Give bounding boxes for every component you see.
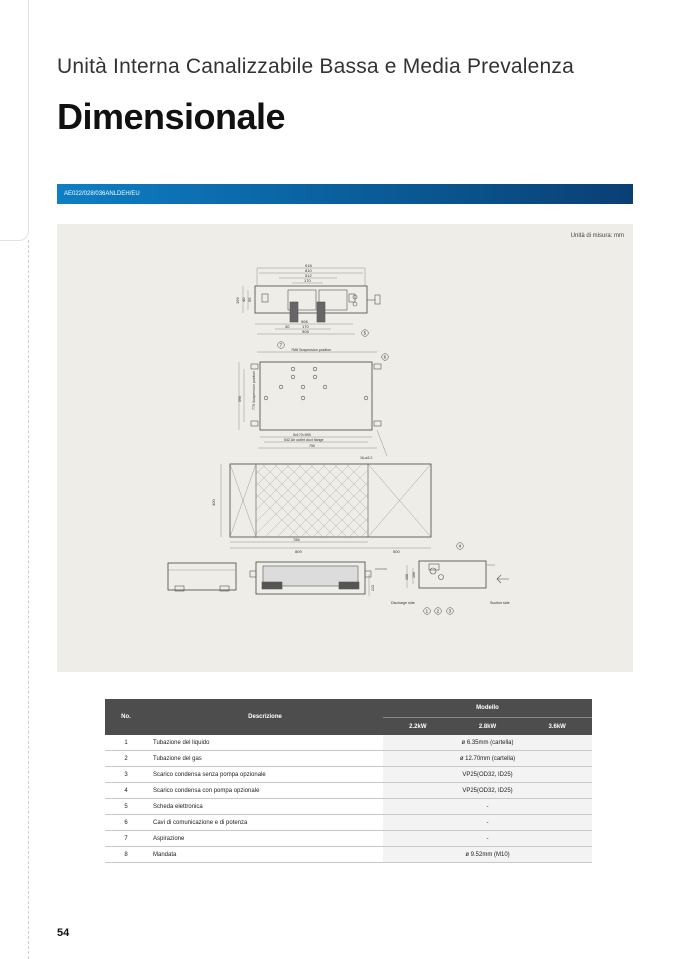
table-row (105, 751, 592, 767)
model-code-bar (57, 184, 633, 204)
callout-6: 6 (383, 354, 387, 360)
row-description: Mandata (147, 847, 383, 863)
row-description: Scarico condensa senza pompa opzionale (147, 767, 383, 783)
row-value: VP25(OD32, ID25) (383, 783, 592, 799)
row-number: 7 (105, 831, 147, 847)
page-subtitle: Unità Interna Canalizzabile Bassa e Media Prevalenza (57, 55, 575, 78)
dim-side-0: 196 (235, 297, 240, 304)
lower-dim-3: 500 (393, 549, 400, 554)
table-row (105, 847, 592, 863)
dim-top-2: 512 (305, 273, 312, 278)
side-dim-2: 213 (371, 585, 375, 591)
row-value: ø 9.52mm (M10) (383, 847, 592, 863)
callout-5: 5 (363, 330, 367, 336)
row-number: 3 (105, 767, 147, 783)
dim-top-6: 170 (302, 324, 309, 329)
front-elevation (255, 286, 380, 322)
page-edge-line (28, 240, 29, 959)
plan-side-1: 770 Suspension position (252, 370, 256, 410)
row-number: 1 (105, 735, 147, 751)
plan-label-0: ?M8 Suspension position (291, 348, 332, 352)
plan-label-3: 750 (309, 444, 315, 448)
row-value: - (383, 831, 592, 847)
row-number: 6 (105, 815, 147, 831)
dimensional-drawing-panel (57, 224, 633, 672)
row-number: 8 (105, 847, 147, 863)
header-model-2-2kw: 2.2kW (383, 718, 453, 736)
callout-3: 3 (448, 608, 452, 614)
header-no: No. (105, 699, 147, 735)
side-elevations (168, 561, 509, 596)
row-description: Tubazione del liquido (147, 735, 383, 751)
row-value: VP25(OD32, ID25) (383, 767, 592, 783)
row-number: 5 (105, 799, 147, 815)
lower-dim-1: 786 (293, 537, 300, 542)
dim-top-0: 918 (305, 263, 312, 268)
page-title: Dimensionale (57, 96, 286, 137)
row-number: 4 (105, 783, 147, 799)
callout-1: 1 (425, 608, 429, 614)
side-text (371, 572, 510, 605)
row-description: Scheda elettronica (147, 799, 383, 815)
callout-4: 4 (458, 543, 462, 549)
row-description: Aspirazione (147, 831, 383, 847)
header-model-2-8kw: 2.8kW (453, 718, 523, 736)
page-number: 54 (57, 927, 70, 939)
row-description: Scarico condensa con pompa opzionale (147, 783, 383, 799)
dim-top-7: 908 (302, 329, 309, 334)
lower-dim-2: 809 (295, 549, 302, 554)
header-description: Descrizione (147, 699, 383, 735)
plan-label-1: 5x1?0=590 (293, 433, 311, 437)
row-value: - (383, 799, 592, 815)
side-caption-suction: Suction side (490, 601, 510, 605)
dim-top-3: 170 (304, 278, 311, 283)
dim-top-4: 908 (301, 319, 308, 324)
technical-drawing (57, 224, 633, 672)
service-space-text (211, 499, 400, 554)
header-model-group: Modello (383, 699, 592, 718)
plan-side-0: 590 (238, 396, 242, 402)
header-model-3-6kw: 3.6kW (522, 718, 592, 736)
dim-side-1: 40 (241, 297, 246, 302)
plan-label-4: 16-ø3.2 (360, 456, 373, 460)
dim-top-1: 810 (305, 268, 312, 273)
table-row (105, 767, 592, 783)
row-description: Cavi di comunicazione e di potenza (147, 815, 383, 831)
lower-dim-0: 400 (211, 499, 216, 506)
callout-2: 2 (436, 608, 440, 614)
row-value: ø 6.35mm (cartella) (383, 735, 592, 751)
row-number: 2 (105, 751, 147, 767)
dim-top-5: 30 (285, 324, 290, 329)
specifications-table (105, 699, 592, 863)
model-code: AE022/028/036ANLDEH/EU (64, 191, 140, 197)
plan-label-2: 542 Air outlet duct flange (284, 438, 324, 442)
row-value: - (383, 815, 592, 831)
side-dim-1: 106 (412, 572, 416, 578)
table-row (105, 783, 592, 799)
page-edge-decoration (0, 0, 29, 241)
row-value: ø 12.70mm (cartella) (383, 751, 592, 767)
side-caption-discharge: Discharge side (391, 601, 415, 605)
dim-side-2: 56 (247, 297, 252, 302)
side-dim-0: 198 (405, 574, 409, 580)
table-row (105, 735, 592, 751)
dimension-text-top (235, 263, 312, 334)
unit-of-measure-label: Unità di misura: mm (570, 233, 624, 239)
service-space-view (221, 464, 431, 548)
row-description: Tubazione del gas (147, 751, 383, 767)
table-row (105, 815, 592, 831)
table-row (105, 831, 592, 847)
table-row (105, 799, 592, 815)
callout-7: 7 (279, 342, 283, 348)
